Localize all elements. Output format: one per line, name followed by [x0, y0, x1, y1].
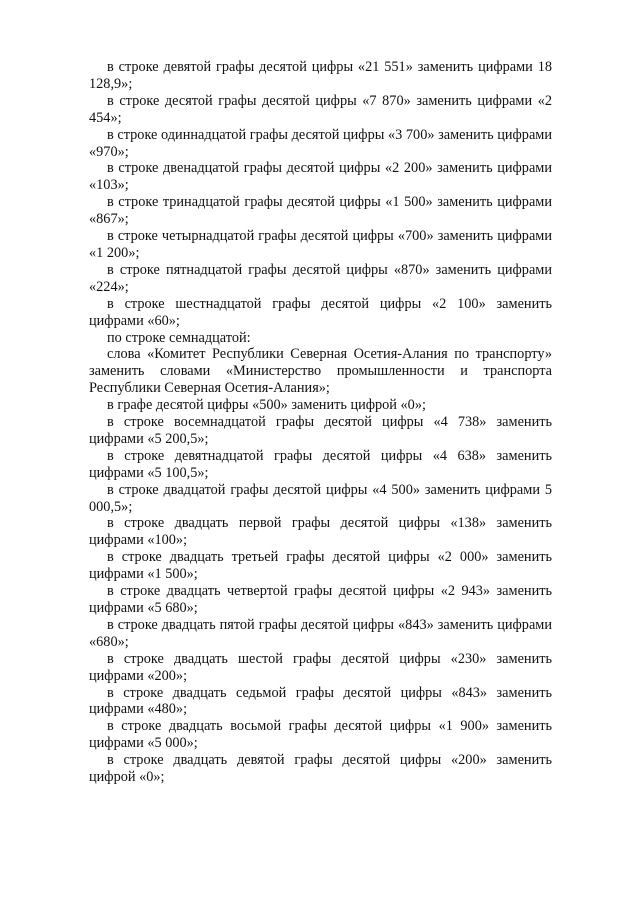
paragraph-row-17-heading: по строке семнадцатой:	[107, 329, 251, 346]
paragraph-row-16: в строке шестнадцатой графы десятой цифры «2 100» заменить цифрами «60»;	[89, 295, 552, 329]
paragraph-row-13: в строке тринадцатой графы десятой цифры «1 500» заменить цифрами «867»;	[89, 194, 552, 228]
paragraph-row-12: в строке двенадцатой графы десятой цифры «2 200» заменить цифрами «103»;	[89, 160, 552, 194]
paragraph-row-26: в строке двадцать шестой графы десятой цифры «230» заменить цифрами «200»;	[89, 650, 552, 684]
paragraph-row-9: в строке девятой графы десятой цифры «21 551» заменить цифрами 18 128,9»;	[89, 59, 552, 92]
paragraph-row-25: в строке двадцать пятой графы десятой цифры «843» заменить цифрами «680»;	[89, 616, 552, 650]
paragraph-row-18: в строке восемнадцатой графы десятой цифры «4 738» заменить цифрами «5 200,5»;	[89, 414, 552, 447]
paragraph-row-24: в строке двадцать четвертой графы десятой цифры «2 943» заменить цифрами «5 680»;	[89, 583, 552, 616]
paragraph-row-21: в строке двадцать первой графы десятой цифры «138» заменить цифрами «100»;	[89, 515, 552, 549]
paragraph-row-23: в строке двадцать третьей графы десятой цифры «2 000» заменить цифрами «1 500»;	[89, 549, 552, 583]
paragraph-row-19: в строке девятнадцатой графы десятой цифры «4 638» заменить цифрами «5 100,5»;	[89, 447, 552, 481]
paragraph-row-11: в строке одиннадцатой графы десятой цифры «3 700» заменить цифрами «970»;	[89, 126, 552, 160]
paragraph-row-28: в строке двадцать восьмой графы десятой цифры «1 900» заменить цифрами «5 000»;	[89, 718, 552, 752]
paragraph-row-27: в строке двадцать седьмой графы десятой цифры «843» заменить цифрами «480»;	[89, 684, 552, 718]
paragraph-row-10: в строке десятой графы десятой цифры «7 870» заменить цифрами «2 454»;	[89, 92, 552, 126]
paragraph-row-29: в строке двадцать девятой графы десятой цифры «200» заменить цифрой «0»;	[89, 752, 552, 786]
paragraph-row-17-column: в графе десятой цифры «500» заменить цифрой «0»;	[107, 397, 426, 414]
paragraph-row-20: в строке двадцатой графы десятой цифры «4 500» заменить цифрами 5 000,5»;	[89, 481, 552, 515]
paragraph-row-14: в строке четырнадцатой графы десятой цифры «700» заменить цифрами «1 200»;	[89, 228, 552, 261]
paragraph-row-17-words: слова «Комитет Республики Северная Осетия-Алания по транспорту» заменить словами «Министерство промышленности и транспорта Республики Северная Осетия-Алания»;	[89, 346, 552, 397]
paragraph-row-15: в строке пятнадцатой графы десятой цифры «870» заменить цифрами «224»;	[89, 261, 552, 295]
